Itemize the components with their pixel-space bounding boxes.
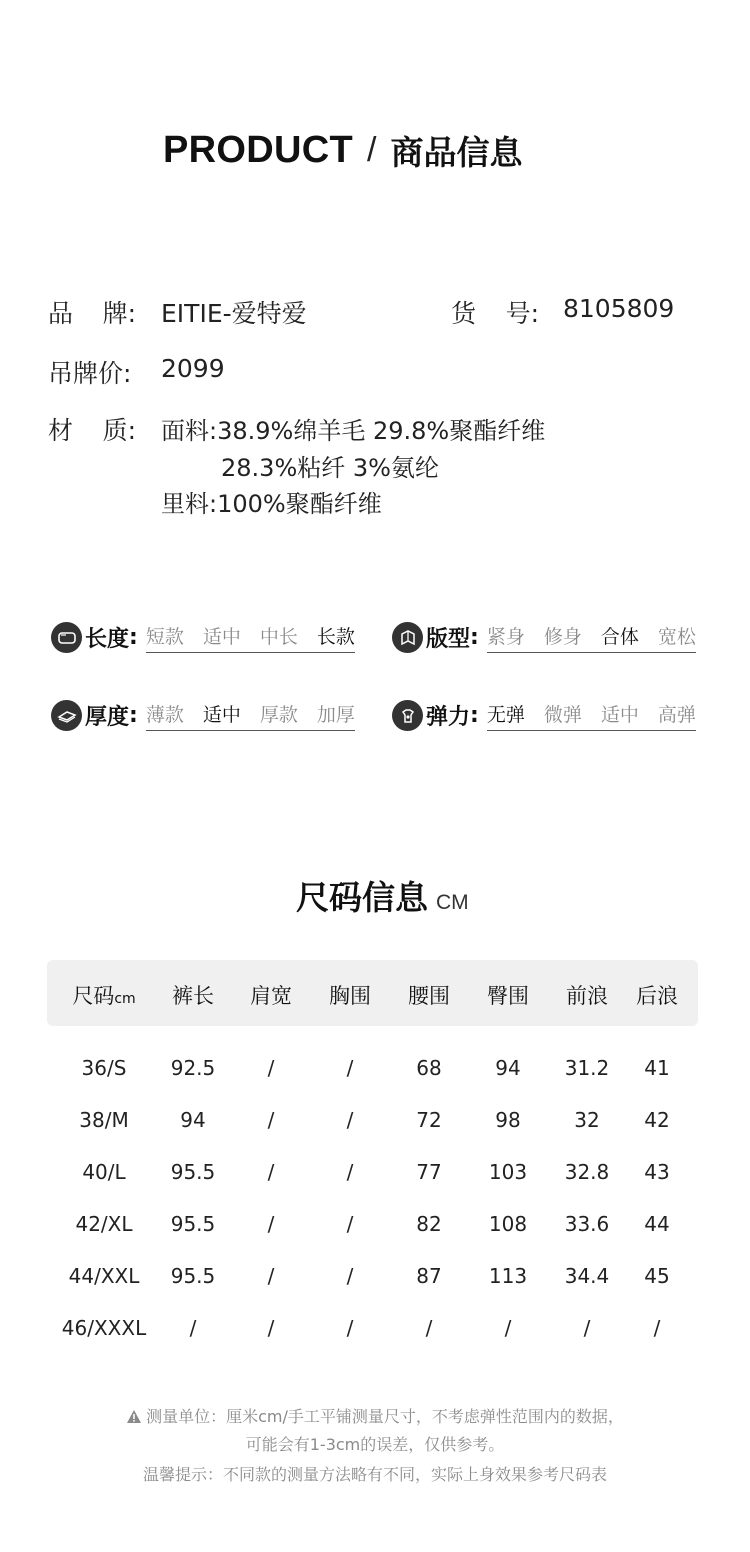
- table-cell: 32: [574, 1108, 600, 1132]
- table-cell: /: [189, 1316, 197, 1340]
- material-line-2: 28.3%粘纤 3%氨纶: [221, 454, 439, 482]
- table-cell: 44: [644, 1212, 670, 1236]
- table-cell: 113: [488, 1264, 528, 1288]
- table-cell: 32.8: [564, 1160, 610, 1184]
- option-short: 短款: [145, 626, 184, 648]
- attr-options: [487, 622, 696, 653]
- option-mid-long: 中长: [259, 626, 298, 648]
- tip-note: 温馨提示：不同款的测量方法略有不同，实际上身效果参考尺码表: [142, 1465, 607, 1484]
- option-long: 长款: [316, 626, 355, 648]
- option-loose: 宽松: [657, 626, 696, 648]
- table-cell: 33.6: [564, 1212, 610, 1236]
- table-cell: /: [346, 1108, 354, 1132]
- table-cell: 87: [416, 1264, 442, 1288]
- table-cell: /: [267, 1316, 275, 1340]
- table-cell: /: [346, 1160, 354, 1184]
- table-cell: 42/XL: [75, 1212, 133, 1236]
- table-cell: 94: [495, 1056, 521, 1080]
- attr-label: 厚度: [85, 705, 130, 730]
- table-cell: /: [346, 1264, 354, 1288]
- attr-label: 长度: [85, 627, 130, 652]
- table-header-cell: 裤长: [172, 984, 214, 1008]
- option-tight: 紧身: [486, 626, 525, 648]
- attr-options: [487, 700, 696, 731]
- table-cell: 94: [180, 1108, 206, 1132]
- size-section-title: [296, 872, 469, 919]
- table-cell: 45: [644, 1264, 670, 1288]
- table-cell: /: [346, 1316, 354, 1340]
- price-value: 2099: [161, 354, 225, 383]
- option-extra-thick: 加厚: [316, 704, 355, 726]
- material-label: 材 质:: [48, 416, 136, 445]
- fit-icon: [392, 622, 423, 653]
- table-cell: 38/M: [79, 1108, 129, 1132]
- table-cell: /: [267, 1056, 275, 1080]
- header-separator: /: [367, 130, 377, 169]
- measure-note: [0, 1404, 750, 1428]
- table-cell: 42: [644, 1108, 670, 1132]
- attr-thickness: 厚度 : 薄款 适中 厚款 加厚: [51, 700, 355, 731]
- table-header-cell: 前浪: [566, 984, 608, 1008]
- sku-label: 货 号:: [451, 299, 539, 328]
- option-medium: 适中: [202, 704, 241, 726]
- table-cell: /: [425, 1316, 433, 1340]
- material-line-1: 面料:38.9%绵羊毛 29.8%聚酯纤维: [161, 417, 546, 445]
- attr-fit: 版型 : 紧身 修身 合体 宽松: [392, 622, 696, 653]
- elasticity-icon: [392, 700, 423, 731]
- table-cell: /: [504, 1316, 512, 1340]
- table-cell: 44/XXL: [68, 1264, 140, 1288]
- warning-icon: [126, 1409, 142, 1428]
- table-cell: 77: [416, 1160, 442, 1184]
- table-cell: 46/XXXL: [61, 1316, 147, 1340]
- option-high: 高弹: [657, 704, 696, 726]
- table-cell: 68: [416, 1056, 442, 1080]
- table-cell: 72: [416, 1108, 442, 1132]
- option-slim: 修身: [543, 626, 582, 648]
- table-header-cell: 尺码cm: [72, 984, 136, 1008]
- option-medium: 适中: [202, 626, 241, 648]
- attr-label: 弹力: [426, 705, 471, 730]
- attr-length: 长度 : 短款 适中 中长 长款: [51, 622, 355, 653]
- table-cell: 34.4: [564, 1264, 610, 1288]
- table-cell: /: [267, 1212, 275, 1236]
- attr-elasticity: 弹力 : 无弹 微弹 适中 高弹: [392, 700, 696, 731]
- table-cell: 36/S: [81, 1056, 127, 1080]
- table-cell: 95.5: [170, 1160, 216, 1184]
- table-cell: 43: [644, 1160, 670, 1184]
- size-title-text: 尺码信息: [296, 878, 428, 917]
- table-cell: /: [267, 1264, 275, 1288]
- table-cell: /: [346, 1056, 354, 1080]
- measure-note-line-2: 可能会有1-3cm的误差，仅供参考。: [245, 1435, 505, 1454]
- price-label: 吊牌价:: [48, 359, 132, 388]
- table-header-cell: 臀围: [487, 984, 529, 1008]
- option-thick: 厚款: [259, 704, 298, 726]
- table-cell: 92.5: [170, 1056, 216, 1080]
- header-title-en: PRODUCT: [163, 128, 353, 171]
- table-cell: /: [653, 1316, 661, 1340]
- sku-value: 8105809: [563, 294, 675, 323]
- table-cell: 41: [644, 1056, 670, 1080]
- table-cell: 103: [488, 1160, 528, 1184]
- table-cell: 98: [495, 1108, 521, 1132]
- table-cell: /: [583, 1316, 591, 1340]
- table-cell: /: [346, 1212, 354, 1236]
- option-slight: 微弹: [543, 704, 582, 726]
- thickness-icon: [51, 700, 82, 731]
- material-line-3: 里料:100%聚酯纤维: [161, 490, 382, 518]
- table-cell: 95.5: [170, 1264, 216, 1288]
- attr-options: [146, 622, 355, 653]
- table-header-cell: 胸围: [329, 984, 371, 1008]
- attr-options: [146, 700, 355, 731]
- table-header-cell: 腰围: [408, 984, 450, 1008]
- attr-label: 版型: [426, 627, 471, 652]
- option-thin: 薄款: [145, 704, 184, 726]
- option-regular: 合体: [600, 626, 639, 648]
- option-medium: 适中: [600, 704, 639, 726]
- brand-label: 品 牌:: [48, 299, 136, 328]
- table-cell: 108: [488, 1212, 528, 1236]
- table-cell: 31.2: [564, 1056, 610, 1080]
- brand-value: EITIE-爱特爱: [161, 299, 307, 328]
- table-header-cell: 肩宽: [250, 984, 292, 1008]
- table-cell: /: [267, 1160, 275, 1184]
- measure-note-line-1: 测量单位：厘米cm/手工平铺测量尺寸，不考虑弹性范围内的数据，: [146, 1407, 624, 1426]
- product-header: [163, 124, 522, 176]
- table-cell: 82: [416, 1212, 442, 1236]
- table-header-cell: 后浪: [636, 984, 678, 1008]
- table-cell: 95.5: [170, 1212, 216, 1236]
- size-title-unit: CM: [436, 891, 469, 914]
- header-title-cn: 商品信息: [390, 132, 523, 172]
- table-cell: 40/L: [82, 1160, 126, 1184]
- table-cell: /: [267, 1108, 275, 1132]
- option-none: 无弹: [486, 704, 525, 726]
- length-icon: [51, 622, 82, 653]
